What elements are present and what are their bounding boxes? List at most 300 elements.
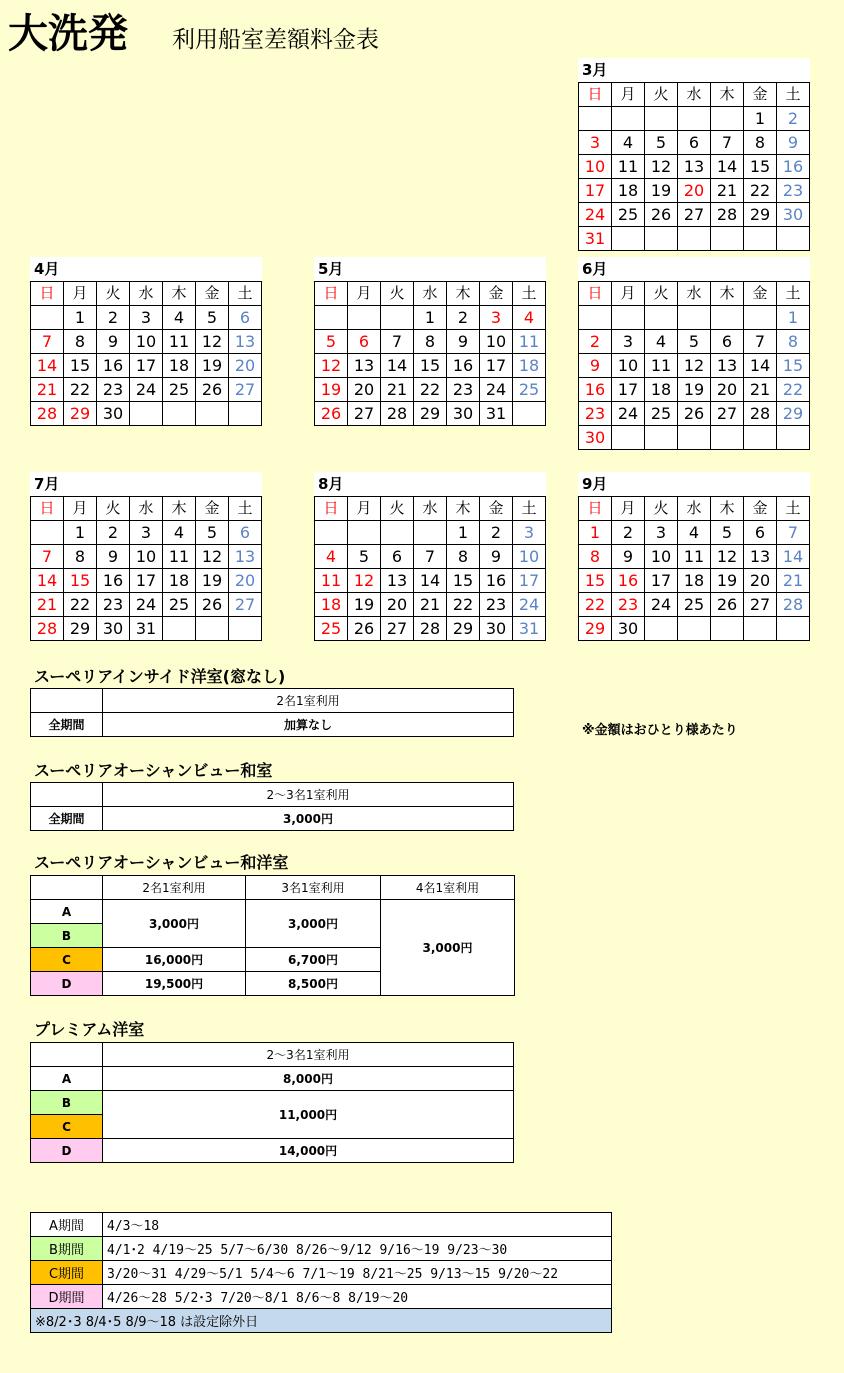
weekday-header: 金	[196, 497, 229, 521]
weekday-header: 月	[348, 282, 381, 306]
calendar-day: 20	[744, 569, 777, 593]
calendar-day: 10	[579, 155, 612, 179]
weekday-header: 日	[579, 83, 612, 107]
calendar-day: 31	[130, 617, 163, 641]
calendar-day	[744, 617, 777, 641]
calendar-day: 16	[480, 569, 513, 593]
table-cell	[31, 783, 103, 807]
calendar-day: 27	[229, 593, 262, 617]
calendar-day: 31	[579, 227, 612, 251]
calendar-day: 5	[678, 330, 711, 354]
calendar-day: 9	[480, 545, 513, 569]
row-label-C: C	[31, 948, 103, 972]
section-title-inside: スーペリアインサイド洋室(窓なし)	[34, 667, 286, 686]
weekday-header: 金	[480, 497, 513, 521]
calendar-day	[31, 306, 64, 330]
calendar-day: 5	[315, 330, 348, 354]
calendar-day	[678, 227, 711, 251]
row-label: 全期間	[31, 713, 103, 737]
calendar-day	[381, 306, 414, 330]
calendar-day: 26	[348, 617, 381, 641]
calendar-day	[381, 521, 414, 545]
column-header: 2～3名1室利用	[103, 1043, 514, 1067]
calendar-day: 23	[97, 593, 130, 617]
calendar-day: 15	[64, 569, 97, 593]
calendar-day: 25	[163, 593, 196, 617]
weekday-header: 月	[612, 497, 645, 521]
calendar-day: 10	[645, 545, 678, 569]
calendar-day: 14	[31, 569, 64, 593]
row-label-D: D	[31, 1139, 103, 1163]
calendar-day: 13	[229, 545, 262, 569]
calendar-day: 21	[414, 593, 447, 617]
column-header: 4名1室利用	[381, 876, 515, 900]
calendar-day	[645, 227, 678, 251]
weekday-header: 水	[678, 83, 711, 107]
weekday-header: 土	[229, 497, 262, 521]
weekday-header: 金	[744, 282, 777, 306]
weekday-header: 金	[744, 497, 777, 521]
calendar-day: 15	[579, 569, 612, 593]
price-cell: 3,000円	[103, 900, 246, 948]
calendar-day	[645, 426, 678, 450]
calendar-day: 16	[579, 378, 612, 402]
calendar-day: 11	[163, 330, 196, 354]
calendar-day: 31	[480, 402, 513, 426]
calendar-day	[678, 107, 711, 131]
calendar-day: 3	[513, 521, 546, 545]
calendar-day: 2	[97, 306, 130, 330]
calendar-day: 6	[229, 306, 262, 330]
calendar-day: 14	[31, 354, 64, 378]
weekday-header: 金	[480, 282, 513, 306]
weekday-header: 土	[777, 497, 810, 521]
calendar-day: 15	[777, 354, 810, 378]
weekday-header: 日	[315, 282, 348, 306]
calendar-day: 9	[579, 354, 612, 378]
calendar-day	[348, 521, 381, 545]
calendar-month	[578, 58, 810, 251]
calendar-day: 14	[414, 569, 447, 593]
calendar-day: 2	[97, 521, 130, 545]
calendar-day	[414, 521, 447, 545]
weekday-header: 月	[612, 282, 645, 306]
weekday-header: 木	[447, 282, 480, 306]
calendar-month	[578, 472, 810, 641]
calendar-grid	[578, 496, 810, 641]
section-title-oceanview-jw: スーペリアオーシャンビュー和洋室	[34, 853, 289, 872]
table-cell	[31, 1043, 103, 1067]
calendar-day: 12	[711, 545, 744, 569]
calendar-day	[744, 426, 777, 450]
calendar-day: 29	[777, 402, 810, 426]
column-header: 2名1室利用	[103, 876, 246, 900]
calendar-day: 19	[196, 569, 229, 593]
calendar-day: 25	[513, 378, 546, 402]
calendar-day	[130, 402, 163, 426]
calendar-month	[30, 472, 262, 641]
calendar-day	[315, 306, 348, 330]
calendar-day	[678, 426, 711, 450]
calendar-day: 21	[381, 378, 414, 402]
price-cell: 14,000円	[103, 1139, 514, 1163]
weekday-header: 火	[645, 83, 678, 107]
row-label-A: A	[31, 900, 103, 924]
calendar-day: 1	[744, 107, 777, 131]
price-table-premium	[30, 1042, 514, 1163]
calendar-day: 25	[315, 617, 348, 641]
calendar-day: 12	[645, 155, 678, 179]
calendar-day: 18	[678, 569, 711, 593]
table-cell	[31, 876, 103, 900]
calendar-day: 8	[447, 545, 480, 569]
calendar-day: 18	[163, 354, 196, 378]
calendar-day: 26	[711, 593, 744, 617]
calendar-day: 7	[31, 545, 64, 569]
calendar-day: 15	[744, 155, 777, 179]
row-label: 全期間	[31, 807, 103, 831]
calendar-day: 16	[97, 354, 130, 378]
calendar-day: 15	[447, 569, 480, 593]
calendar-day: 22	[744, 179, 777, 203]
calendar-day	[229, 617, 262, 641]
calendar-day: 11	[678, 545, 711, 569]
calendar-day: 12	[348, 569, 381, 593]
calendar-day: 14	[777, 545, 810, 569]
price-cell: 19,500円	[103, 972, 246, 996]
calendar-day: 5	[645, 131, 678, 155]
calendar-day: 26	[196, 378, 229, 402]
weekday-header: 火	[97, 282, 130, 306]
calendar-day	[744, 306, 777, 330]
calendar-day	[612, 227, 645, 251]
calendar-day: 3	[645, 521, 678, 545]
calendar-day: 17	[130, 354, 163, 378]
calendar-day: 12	[196, 545, 229, 569]
weekday-header: 火	[381, 497, 414, 521]
row-label-B: B	[31, 924, 103, 948]
calendar-day	[579, 306, 612, 330]
price-table-inside	[30, 688, 514, 737]
calendar-day: 21	[711, 179, 744, 203]
calendar-day: 9	[612, 545, 645, 569]
calendar-day: 14	[744, 354, 777, 378]
period-table	[30, 1212, 612, 1333]
weekday-header: 水	[130, 282, 163, 306]
column-header: 2～3名1室利用	[103, 783, 514, 807]
calendar-day: 10	[130, 330, 163, 354]
calendar-day: 9	[777, 131, 810, 155]
month-label: 5月	[314, 257, 546, 281]
calendar-day: 6	[348, 330, 381, 354]
calendar-day: 18	[612, 179, 645, 203]
weekday-header: 木	[711, 497, 744, 521]
calendar-day	[229, 402, 262, 426]
row-label-A: A	[31, 1067, 103, 1091]
calendar-day: 23	[777, 179, 810, 203]
calendar-month	[314, 472, 546, 641]
calendar-day: 8	[64, 330, 97, 354]
calendar-day: 26	[315, 402, 348, 426]
calendar-day: 3	[130, 521, 163, 545]
calendar-day: 31	[513, 617, 546, 641]
calendar-day: 18	[645, 378, 678, 402]
table-cell	[31, 689, 103, 713]
calendar-day: 19	[196, 354, 229, 378]
calendar-day	[777, 426, 810, 450]
price-table-oceanview-japanese	[30, 782, 514, 831]
calendar-day: 29	[414, 402, 447, 426]
price-cell: 16,000円	[103, 948, 246, 972]
calendar-day: 21	[31, 593, 64, 617]
excluded-dates-note: ※8/2･3 8/4･5 8/9～18 は設定除外日	[31, 1309, 612, 1333]
calendar-day: 25	[163, 378, 196, 402]
calendar-day	[645, 107, 678, 131]
month-label: 9月	[578, 472, 810, 496]
calendar-day	[612, 426, 645, 450]
calendar-day: 30	[97, 617, 130, 641]
weekday-header: 土	[513, 282, 546, 306]
weekday-header: 土	[777, 83, 810, 107]
calendar-day: 26	[645, 203, 678, 227]
calendar-day: 22	[64, 593, 97, 617]
calendar-day: 28	[744, 402, 777, 426]
weekday-header: 月	[64, 282, 97, 306]
month-label: 3月	[578, 58, 810, 82]
section-title-premium: プレミアム洋室	[34, 1020, 145, 1039]
weekday-header: 火	[381, 282, 414, 306]
calendar-day: 25	[678, 593, 711, 617]
calendar-day: 27	[381, 617, 414, 641]
calendar-day: 17	[645, 569, 678, 593]
calendar-day: 5	[196, 521, 229, 545]
calendar-day: 29	[64, 402, 97, 426]
calendar-day: 11	[315, 569, 348, 593]
price-cell: 加算なし	[103, 713, 514, 737]
price-table-oceanview-jw	[30, 875, 515, 996]
calendar-grid	[314, 281, 546, 426]
weekday-header: 日	[315, 497, 348, 521]
calendar-day: 24	[579, 203, 612, 227]
calendar-day: 3	[130, 306, 163, 330]
calendar-day: 9	[97, 330, 130, 354]
calendar-day: 28	[777, 593, 810, 617]
calendar-day: 8	[579, 545, 612, 569]
calendar-grid	[578, 82, 810, 251]
calendar-day: 6	[229, 521, 262, 545]
calendar-day: 9	[97, 545, 130, 569]
calendar-day: 28	[711, 203, 744, 227]
calendar-day: 23	[97, 378, 130, 402]
calendar-day	[31, 521, 64, 545]
calendar-day: 30	[612, 617, 645, 641]
calendar-day: 7	[711, 131, 744, 155]
calendar-day: 16	[777, 155, 810, 179]
calendar-day: 19	[315, 378, 348, 402]
calendar-day: 20	[348, 378, 381, 402]
price-cell: 3,000円	[381, 900, 515, 996]
weekday-header: 木	[163, 497, 196, 521]
calendar-day: 17	[130, 569, 163, 593]
calendar-day: 10	[612, 354, 645, 378]
calendar-day: 1	[64, 521, 97, 545]
calendar-day: 20	[381, 593, 414, 617]
calendar-day: 28	[414, 617, 447, 641]
calendar-day: 1	[64, 306, 97, 330]
period-label-B: B期間	[31, 1237, 103, 1261]
calendar-day: 29	[447, 617, 480, 641]
calendar-day: 6	[711, 330, 744, 354]
calendar-day: 16	[612, 569, 645, 593]
calendar-day: 21	[31, 378, 64, 402]
calendar-day: 10	[480, 330, 513, 354]
calendar-day: 5	[196, 306, 229, 330]
calendar-day: 25	[645, 402, 678, 426]
calendar-day: 1	[579, 521, 612, 545]
price-cell: 6,700円	[246, 948, 381, 972]
price-cell: 3,000円	[103, 807, 514, 831]
calendar-day: 21	[777, 569, 810, 593]
calendar-day: 23	[480, 593, 513, 617]
calendar-day: 27	[711, 402, 744, 426]
calendar-day: 16	[97, 569, 130, 593]
calendar-day: 29	[744, 203, 777, 227]
calendar-day: 17	[480, 354, 513, 378]
weekday-header: 木	[447, 497, 480, 521]
calendar-day: 13	[744, 545, 777, 569]
calendar-day: 24	[645, 593, 678, 617]
price-cell: 8,000円	[103, 1067, 514, 1091]
calendar-day	[579, 107, 612, 131]
calendar-day	[711, 426, 744, 450]
calendar-day: 22	[777, 378, 810, 402]
calendar-day	[163, 402, 196, 426]
calendar-day: 24	[480, 378, 513, 402]
calendar-day: 22	[414, 378, 447, 402]
calendar-day: 14	[711, 155, 744, 179]
calendar-day: 12	[196, 330, 229, 354]
calendar-day: 20	[678, 179, 711, 203]
calendar-day: 29	[64, 617, 97, 641]
weekday-header: 火	[645, 282, 678, 306]
calendar-day: 4	[645, 330, 678, 354]
calendar-day: 11	[645, 354, 678, 378]
calendar-day: 20	[711, 378, 744, 402]
section-title-oceanview-japanese: スーペリアオーシャンビュー和室	[34, 761, 273, 780]
calendar-day: 8	[777, 330, 810, 354]
calendar-day: 24	[513, 593, 546, 617]
calendar-day: 30	[777, 203, 810, 227]
calendar-day: 22	[64, 378, 97, 402]
calendar-day: 13	[229, 330, 262, 354]
calendar-day: 24	[612, 402, 645, 426]
calendar-day	[348, 306, 381, 330]
weekday-header: 土	[513, 497, 546, 521]
calendar-day: 4	[315, 545, 348, 569]
weekday-header: 日	[579, 497, 612, 521]
calendar-day: 21	[744, 378, 777, 402]
calendar-day: 30	[97, 402, 130, 426]
period-label-A: A期間	[31, 1213, 103, 1237]
calendar-day: 26	[678, 402, 711, 426]
calendar-day: 30	[480, 617, 513, 641]
month-label: 4月	[30, 257, 262, 281]
calendar-day	[645, 617, 678, 641]
calendar-day	[163, 617, 196, 641]
month-label: 7月	[30, 472, 262, 496]
calendar-day: 30	[579, 426, 612, 450]
period-label-D: D期間	[31, 1285, 103, 1309]
calendar-day: 8	[744, 131, 777, 155]
calendar-day: 17	[612, 378, 645, 402]
weekday-header: 水	[130, 497, 163, 521]
calendar-day	[315, 521, 348, 545]
weekday-header: 水	[414, 497, 447, 521]
calendar-day: 19	[711, 569, 744, 593]
calendar-day: 12	[678, 354, 711, 378]
calendar-day: 2	[777, 107, 810, 131]
weekday-header: 木	[163, 282, 196, 306]
calendar-day	[777, 617, 810, 641]
calendar-day: 18	[513, 354, 546, 378]
calendar-day	[711, 617, 744, 641]
calendar-day: 11	[612, 155, 645, 179]
calendar-day: 7	[744, 330, 777, 354]
calendar-day: 19	[645, 179, 678, 203]
calendar-day: 11	[163, 545, 196, 569]
weekday-header: 木	[711, 83, 744, 107]
calendar-day: 23	[612, 593, 645, 617]
calendar-day	[678, 617, 711, 641]
column-header: 2名1室利用	[103, 689, 514, 713]
calendar-day: 4	[163, 521, 196, 545]
calendar-day: 4	[163, 306, 196, 330]
calendar-day	[612, 306, 645, 330]
calendar-day: 27	[348, 402, 381, 426]
calendar-day: 19	[678, 378, 711, 402]
month-label: 8月	[314, 472, 546, 496]
period-dates: 3/20～31 4/29～5/1 5/4～6 7/1～19 8/21～25 9/13～15 9/20～22	[103, 1261, 612, 1285]
price-cell: 3,000円	[246, 900, 381, 948]
calendar-day: 18	[163, 569, 196, 593]
calendar-day: 4	[678, 521, 711, 545]
calendar-day: 3	[612, 330, 645, 354]
calendar-grid	[30, 496, 262, 641]
weekday-header: 日	[31, 497, 64, 521]
calendar-month	[578, 257, 810, 450]
calendar-day: 2	[447, 306, 480, 330]
calendar-day: 7	[31, 330, 64, 354]
calendar-month	[314, 257, 546, 426]
calendar-day: 28	[381, 402, 414, 426]
row-label-C: C	[31, 1115, 103, 1139]
period-dates: 4/26～28 5/2･3 7/20～8/1 8/6～8 8/19～20	[103, 1285, 612, 1309]
calendar-day: 8	[414, 330, 447, 354]
calendar-day	[513, 402, 546, 426]
calendar-day: 12	[315, 354, 348, 378]
price-cell: 8,500円	[246, 972, 381, 996]
calendar-day: 17	[579, 179, 612, 203]
weekday-header: 金	[196, 282, 229, 306]
calendar-day: 1	[447, 521, 480, 545]
calendar-day: 13	[381, 569, 414, 593]
weekday-header: 木	[711, 282, 744, 306]
calendar-day: 1	[777, 306, 810, 330]
weekday-header: 水	[678, 497, 711, 521]
calendar-day: 4	[612, 131, 645, 155]
row-label-D: D	[31, 972, 103, 996]
calendar-day: 7	[381, 330, 414, 354]
